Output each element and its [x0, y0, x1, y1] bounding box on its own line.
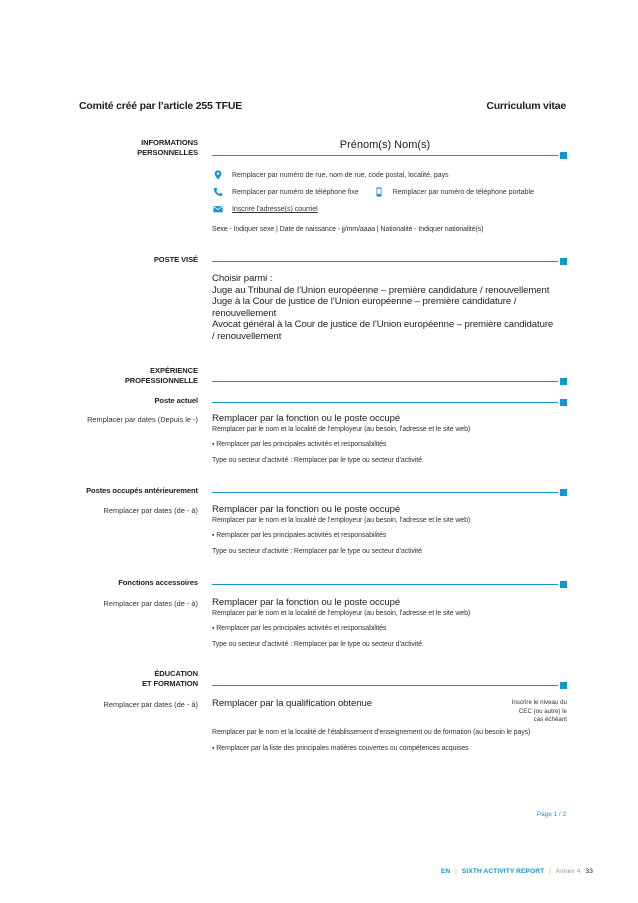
personal-details: Sexe - Indiquer sexe | Date de naissance - jj/mm/aaaa | Nationalité - Indiquer nationalité(s) [212, 226, 484, 233]
section-rule-previous [212, 492, 558, 493]
section-rule-experience [212, 381, 558, 382]
previous-position-block [212, 504, 567, 556]
section-rule-personal [212, 155, 558, 156]
personal-info-label: INFORMATIONS PERSONNELLES [137, 138, 198, 157]
phone-row [212, 187, 534, 197]
mobile-icon [373, 187, 385, 197]
previous-job-title: Remplacer par la fonction ou le poste occupé [212, 504, 401, 515]
education-subjects: ▪ Remplacer par la liste des principales matières couvertes ou compétences acquises [212, 744, 469, 752]
phone-icon [212, 187, 224, 197]
accessory-employer: Remplacer par le nom et la localité de l’employeur (au besoin, l’adresse et le site web) [212, 609, 471, 617]
current-dates: Remplacer par dates (Depuis le -) [87, 415, 198, 424]
footer-separator: | [549, 868, 552, 875]
section-rule-position [212, 261, 558, 262]
education-dates: Remplacer par dates (de - à) [103, 700, 198, 709]
previous-activities: ▪ Remplacer par les principales activités et responsabilités [212, 532, 387, 539]
cv-title: Curriculum vitae [486, 100, 566, 112]
accessory-position-block [212, 597, 567, 649]
previous-sector: Type ou secteur d’activité : Remplacer par le type ou secteur d’activité [212, 547, 422, 555]
previous-positions-label: Postes occupés antérieurement [86, 486, 198, 495]
report-footer [441, 868, 593, 875]
email-link[interactable]: Inscrire l'adresse(s) courriel [231, 205, 318, 213]
mobile-text: Remplacer par numéro de téléphone portable [392, 188, 534, 196]
location-icon [212, 170, 224, 180]
eqf-level: Inscrire le niveau du CEC (ou autre) le cas échéant [511, 699, 567, 724]
current-position-label: Poste actuel [154, 396, 198, 405]
footer-page: 33 [585, 868, 593, 875]
experience-label: EXPÉRIENCE PROFESSIONNELLE [124, 366, 198, 385]
address-row [212, 170, 449, 180]
previous-dates: Remplacer par dates (de - à) [103, 506, 198, 515]
footer-lang: EN [440, 868, 451, 875]
previous-employer: Remplacer par le nom et la localité de l’employeur (au besoin, l’adresse et le site web) [212, 516, 471, 524]
target-position-label: POSTE VISÉ [153, 255, 198, 264]
section-rule-accessory [212, 584, 558, 585]
accessory-job-title: Remplacer par la fonction ou le poste occupé [212, 597, 401, 608]
footer-annex: Annex 4 [555, 868, 581, 875]
accessory-dates: Remplacer par dates (de - à) [103, 599, 198, 608]
phone-text: Remplacer par numéro de téléphone fixe [231, 188, 359, 196]
section-rule-education [212, 685, 558, 686]
accessory-sector: Type ou secteur d’activité : Remplacer par le type ou secteur d’activité [212, 640, 422, 648]
accessory-functions-label: Fonctions accessoires [118, 578, 198, 587]
current-job-title: Remplacer par la fonction ou le poste occupé [212, 413, 401, 424]
education-label: ÉDUCATION ET FORMATION [141, 669, 198, 688]
email-icon [212, 204, 224, 214]
full-name: Prénom(s) Nom(s) [339, 139, 431, 151]
email-row [212, 204, 318, 214]
qualification-title: Remplacer par la qualification obtenue [212, 698, 372, 709]
footer-report-title: SIXTH ACTIVITY REPORT [461, 868, 545, 875]
footer-separator: | [455, 868, 457, 875]
current-employer: Remplacer par le nom et la localité de l’employeur (au besoin, l’adresse et le site web) [212, 425, 471, 433]
education-institution: Remplacer par le nom et la localité de l’établissement d’enseignement ou de formation (au besoin le pays) [212, 729, 531, 736]
committee-title: Comité créé par l’article 255 TFUE [79, 100, 243, 112]
address-text: Remplacer par numéro de rue, nom de rue, code postal, localité, pays [231, 171, 449, 179]
education-details [212, 728, 567, 753]
current-position-block [212, 413, 567, 465]
page-number: Page 1 / 2 [536, 811, 566, 818]
target-position-options: Choisir parmi : Juge au Tribunal de l’Union européenne – première candidature / renouvellement Juge à la Cour de justice de l’Union européenne – première candidature / renouvellement Avocat général à la Cour de justice de l’Union européenne – première candidature / renouvellement [212, 273, 554, 342]
current-activities: ▪ Remplacer par les principales activités et responsabilités [212, 441, 387, 448]
current-sector: Type ou secteur d’activité : Remplacer par le type ou secteur d’activité [212, 456, 422, 464]
accessory-activities: ▪ Remplacer par les principales activités et responsabilités [212, 625, 387, 632]
section-rule-current [212, 402, 558, 403]
